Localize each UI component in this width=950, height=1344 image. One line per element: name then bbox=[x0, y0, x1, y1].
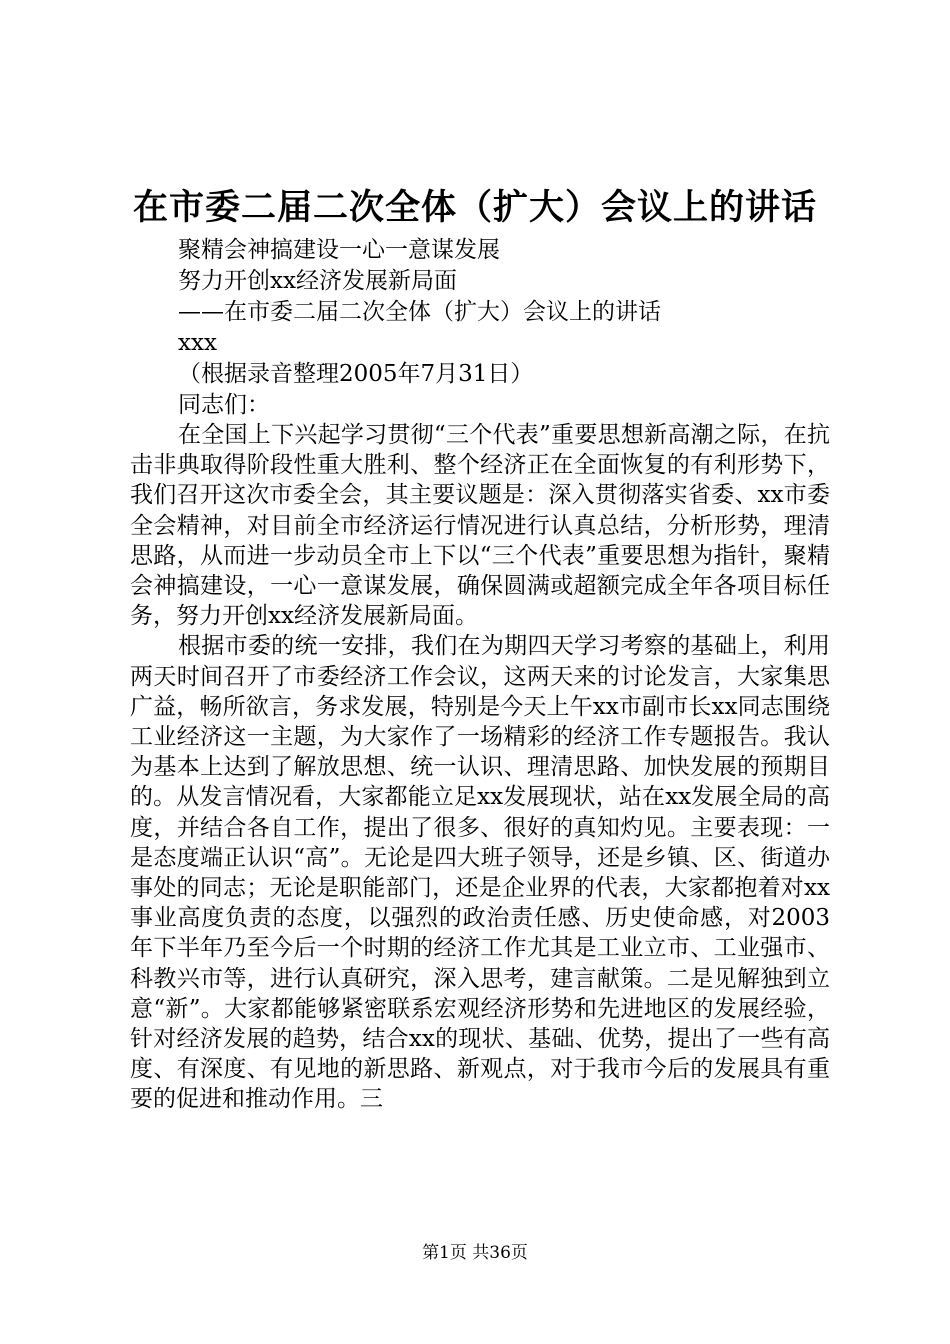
subtitle-line-1: 聚精会神搞建设一心一意谋发展 bbox=[178, 237, 500, 263]
paragraph-1: 在全国上下兴起学习贯彻“三个代表”重要思想新高潮之际，在抗击非典取得阶段性重大胜利、整个经济正在全面恢复的有利形势下，我们召开这次市委全会，其主要议题是：深入贯彻落实省委、xx市委全会精神，对目前全市经济运行情况进行认真总结，分析形势，理清思路，从而进一步动员全市上下以“三个代表”重要思想为指针，聚精会神搞建设，一心一意谋发展，确保圆满或超额完成全年各项目标任务，努力开创xx经济发展新局面。 bbox=[130, 422, 830, 630]
page-footer: 第1页 共36页 bbox=[422, 1243, 528, 1263]
speaker-name: xxx bbox=[178, 330, 217, 356]
body-text bbox=[130, 420, 830, 1115]
salutation: 同志们： bbox=[178, 392, 270, 418]
header-block bbox=[178, 235, 661, 421]
paragraph-2: 根据市委的统一安排，我们在为期四天学习考察的基础上，利用两天时间召开了市委经济工作会议，这两天来的讨论发言，大家集思广益，畅所欲言，务求发展，特别是今天上午xx市副市长xx同志围绕工业经济这一主题，为大家作了一场精彩的经济工作专题报告。我认为基本上达到了解放思想、统一认识、理清思路、加快发展的预期目的。从发言情况看，大家都能立足xx发展现状，站在xx发展全局的高度，并结合各自工作，提出了很多、很好的真知灼见。主要表现：一是态度端正认识“高”。无论是四大班子领导，还是乡镇、区、街道办事处的同志；无论是职能部门，还是企业界的代表，大家都抱着对xx事业高度负责的态度，以强烈的政治责任感、历史使命感，对2003年下半年乃至今后一个时期的经济工作尤其是工业立市、工业强市、科教兴市等，进行认真研究，深入思考，建言献策。二是见解独到立意“新”。大家都能够紧密联系宏观经济形势和先进地区的发展经验，针对经济发展的趋势，结合xx的现状、基础、优势，提出了一些有高度、有深度、有见地的新思路、新观点，对于我市今后的发展具有重要的促进和推动作用。三 bbox=[130, 633, 830, 1113]
transcript-note: （根据录音整理2005年7月31日） bbox=[178, 361, 534, 387]
subtitle-line-3: ——在市委二届二次全体（扩大）会议上的讲话 bbox=[178, 299, 661, 325]
document-title: 在市委二届二次全体（扩大）会议上的讲话 bbox=[132, 187, 817, 228]
subtitle-line-2: 努力开创xx经济发展新局面 bbox=[178, 268, 457, 294]
